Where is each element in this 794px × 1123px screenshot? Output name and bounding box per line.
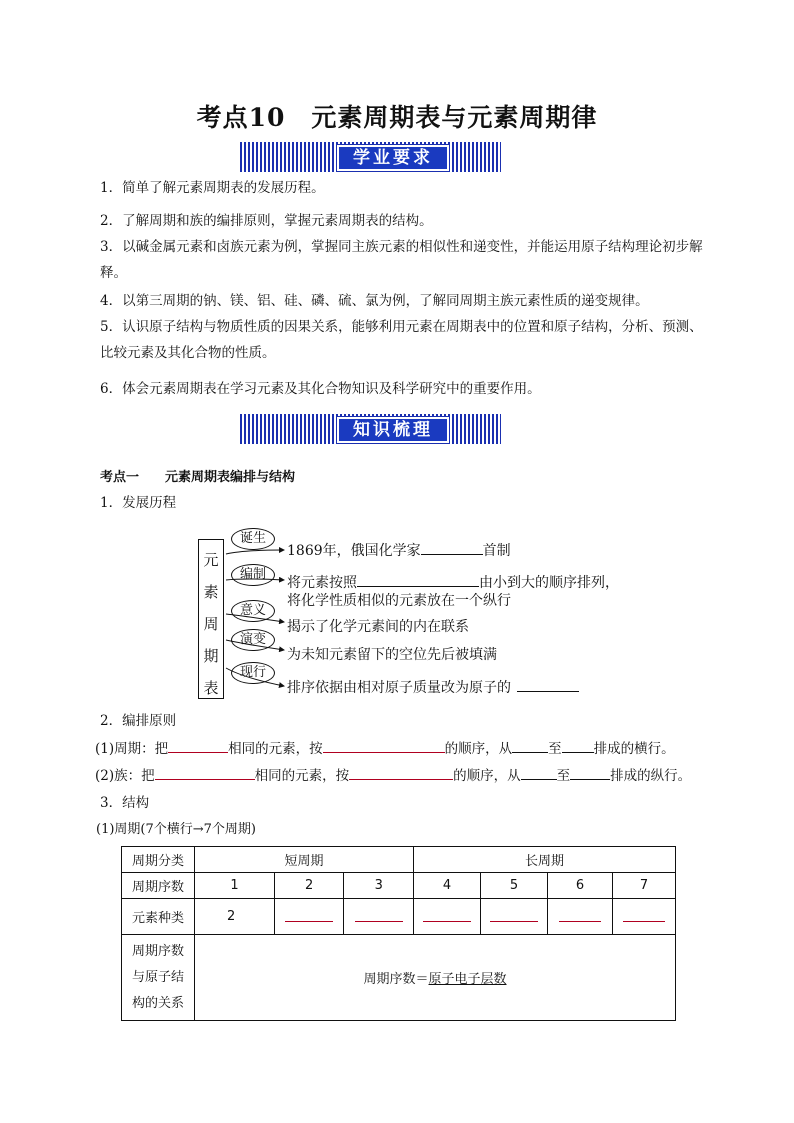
diagram-line-5: 排序依据由相对原子质量改为原子的 — [287, 677, 579, 697]
answer-blank[interactable] — [423, 907, 471, 922]
kind-cell — [613, 899, 676, 935]
kind-value: 2 — [195, 899, 275, 935]
banner-learning-requirements — [240, 142, 501, 172]
answer-blank[interactable] — [421, 540, 483, 555]
answer-blank[interactable] — [355, 907, 403, 922]
answer-blank[interactable] — [155, 765, 255, 780]
oval-compile: 编制 — [231, 564, 275, 586]
section-heading: 考点一 元素周期表编排与结构 — [100, 470, 296, 485]
period-num: 6 — [548, 873, 613, 899]
oval-significance: 意义 — [231, 600, 275, 622]
subheading-structure: 3．结构 — [100, 795, 150, 811]
requirement-3-cont: 释。 — [100, 265, 127, 281]
diagram-line-1: 1869年，俄国化学家 首制 — [287, 540, 511, 560]
requirement-2: 2．了解周期和族的编排原则，掌握元素周期表的结构。 — [100, 213, 433, 229]
banner-knowledge — [240, 414, 501, 444]
answer-blank[interactable] — [570, 765, 610, 780]
oval-current: 现行 — [231, 662, 275, 684]
kind-cell — [274, 899, 344, 935]
answer-blank[interactable] — [490, 907, 538, 922]
answer-blank[interactable] — [285, 907, 333, 922]
header-short: 短周期 — [195, 847, 414, 873]
header-class: 周期分类 — [122, 847, 195, 873]
oval-birth: 诞生 — [231, 528, 275, 550]
answer-blank[interactable] — [323, 738, 445, 753]
period-num: 7 — [613, 873, 676, 899]
answer-blank[interactable] — [559, 907, 601, 922]
period-num: 3 — [344, 873, 414, 899]
period-num: 1 — [195, 873, 275, 899]
header-num: 周期序数 — [122, 873, 195, 899]
answer-blank[interactable] — [521, 765, 557, 780]
answer-blank[interactable] — [357, 572, 479, 587]
subheading-history: 1．发展历程 — [100, 495, 177, 511]
diagram-line-2b: 将化学性质相似的元素放在一个纵行 — [287, 593, 511, 609]
diagram-line-3: 揭示了化学元素间的内在联系 — [287, 619, 469, 635]
subheading-periods: (1)周期(7个横行→7个周期) — [96, 822, 256, 837]
banner-label: 学业要求 — [339, 147, 447, 169]
requirement-4: 4．以第三周期的钠、镁、铝、硅、磷、硫、氯为例，了解同周期主族元素性质的递变规律。 — [100, 293, 649, 309]
kind-cell — [548, 899, 613, 935]
header-kind: 元素种类 — [122, 899, 195, 935]
rule-group: (2)族：把 相同的元素，按 的顺序，从 至 排成的纵行。 — [95, 765, 755, 786]
period-num: 2 — [274, 873, 344, 899]
answer-blank[interactable] — [517, 677, 579, 692]
requirement-6: 6．体会元素周期表在学习元素及其化合物知识及科学研究中的重要作用。 — [100, 381, 541, 397]
header-relation: 周期序数 与原子结 构的关系 — [122, 935, 195, 1021]
period-num: 5 — [481, 873, 548, 899]
answer-blank[interactable] — [623, 907, 665, 922]
requirement-5-cont: 比较元素及其化合物的性质。 — [100, 345, 276, 361]
answer-blank[interactable] — [512, 738, 548, 753]
requirement-1: 1．简单了解元素周期表的发展历程。 — [100, 180, 325, 196]
kind-cell — [414, 899, 481, 935]
kind-cell — [344, 899, 414, 935]
diagram-line-4: 为未知元素留下的空位先后被填满 — [287, 647, 497, 663]
answer-blank[interactable] — [168, 738, 228, 753]
oval-evolution: 演变 — [231, 629, 275, 651]
kind-cell — [481, 899, 548, 935]
subheading-rules: 2．编排原则 — [100, 713, 177, 729]
answer-blank[interactable] — [349, 765, 453, 780]
banner-label: 知识梳理 — [339, 419, 447, 441]
requirement-5: 5．认识原子结构与物质性质的因果关系，能够利用元素在周期表中的位置和原子结构，分析、预测、 — [100, 319, 703, 335]
header-long: 长周期 — [414, 847, 676, 873]
period-num: 4 — [414, 873, 481, 899]
requirement-3: 3．以碱金属元素和卤族元素为例，掌握同主族元素的相似性和递变性，并能运用原子结构理论初步解 — [100, 239, 703, 255]
periodic-table-vertical-label: 元 素 周 期 表 — [198, 539, 224, 699]
rule-period: (1)周期：把 相同的元素，按 的顺序，从 至 排成的横行。 — [95, 738, 735, 759]
answer-blank[interactable] — [562, 738, 594, 753]
relation-value: 周期序数＝原子电子层数 — [195, 935, 676, 1021]
page-title: 考点10 元素周期表与元素周期律 — [196, 103, 598, 132]
periods-table — [121, 846, 676, 1021]
diagram-line-2: 将元素按照 由小到大的顺序排列， — [287, 572, 619, 592]
